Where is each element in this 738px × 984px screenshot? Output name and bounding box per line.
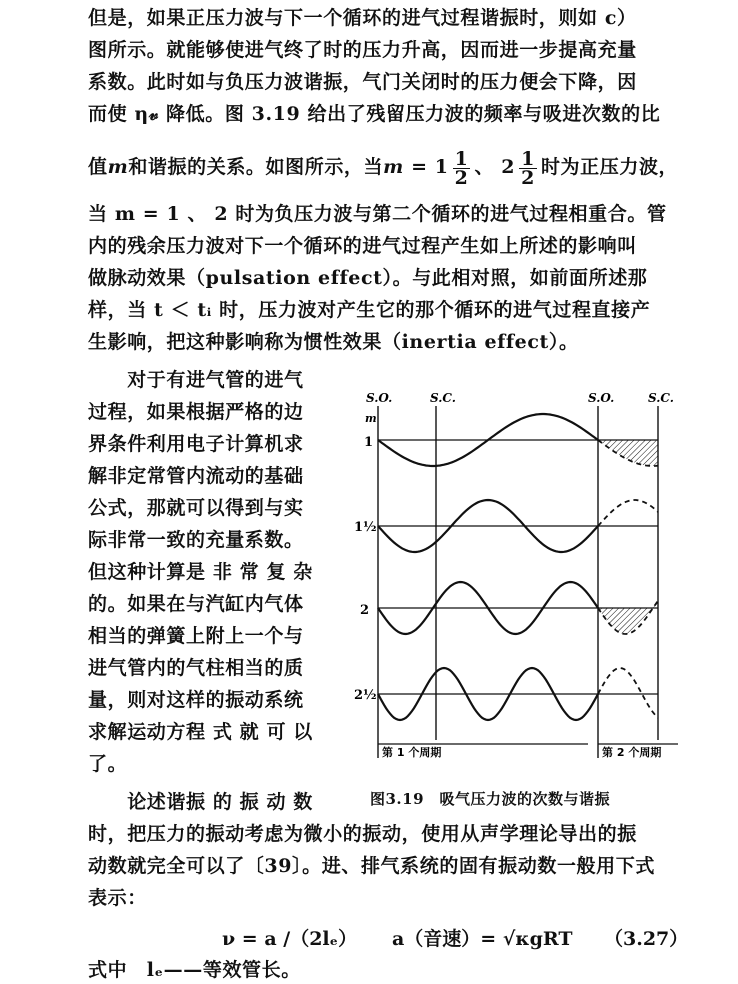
fraction-numerator: 1 — [454, 147, 469, 170]
formula-frequency: ν = a /（2lₑ） — [222, 928, 358, 950]
text-line: 内的残余压力波对下一个循环的进气过程产生如上所述的影响叫 — [88, 235, 637, 257]
formula-sound-speed: a（音速）= √κgRT — [392, 928, 573, 950]
figure-3-19 — [352, 388, 692, 808]
equation-number: （3.27） — [604, 928, 689, 950]
fraction-denominator: 2 — [521, 166, 535, 189]
label-sc: S.C. — [430, 391, 456, 405]
text-line: 做脉动效果（pulsation effect）。与此相对照，如前面所述那 — [88, 267, 648, 289]
label-sc: S.C. — [648, 391, 674, 405]
text-line: 图所示。就能够使进气终了时的压力升高，因而进一步提高充量 — [88, 39, 637, 61]
label-so: S.O. — [366, 391, 393, 405]
text-line: 际非常一致的充量系数。 — [88, 529, 304, 551]
text-line: 公式，那就可以得到与实 — [88, 497, 304, 519]
text-line: 但是，如果正压力波与下一个循环的进气过程谐振时，则如 c） — [88, 7, 637, 29]
fraction-denominator: 2 — [454, 166, 469, 189]
text-fragment: 和谐振的关系。如图所示，当 — [128, 156, 384, 178]
text-line: 进气管内的气柱相当的质 — [88, 657, 304, 679]
text-line: 相当的弹簧上附上一个与 — [88, 625, 304, 647]
text-line: 动数就完全可以了〔39〕。进、排气系统的固有振动数一般用下式 — [88, 855, 655, 877]
fraction-half — [519, 147, 537, 189]
text-fragment: 时为正压力波， — [540, 156, 679, 178]
cycle-1-label: 第 1 个周期 — [382, 746, 442, 759]
text-line: 而使 η𝓋 降低。图 3.19 给出了残留压力波的频率与吸进次数的比 — [88, 103, 661, 125]
pressure-wave-diagram — [352, 388, 692, 788]
text-fragment: 值 — [88, 156, 108, 178]
text-line: 论述谐振 的 振 动 数 — [88, 791, 313, 813]
label-so: S.O. — [588, 391, 615, 405]
row-label-m2: 2 — [360, 603, 370, 618]
text-line: 量，则对这样的振动系统 — [88, 689, 304, 711]
text-fragment: = 1 — [403, 156, 449, 178]
text-line: 界条件利用电子计算机求 — [88, 433, 304, 455]
text-fragment: 、 2 — [474, 156, 516, 178]
fraction-half — [453, 147, 471, 189]
pressure-wave-continuation — [598, 668, 658, 718]
text-line: 解非定常管内流动的基础 — [88, 465, 304, 487]
text-line: 时，把压力的振动考虑为微小的振动，使用从声学理论导出的振 — [88, 823, 637, 845]
figure-caption: 图3.19 吸气压力波的次数与谐振 — [370, 790, 611, 808]
row-label-m1-5: 1½ — [354, 520, 377, 535]
text-line: 对于有进气管的进气 — [88, 369, 304, 391]
text-line: 式中 lₑ——等效管长。 — [88, 959, 301, 981]
fraction-numerator: 1 — [521, 147, 535, 170]
text-line: 生影响，把这种影响称为惯性效果（inertia effect）。 — [88, 331, 579, 353]
text-line: 当 m = 1 、 2 时为负压力波与第二个循环的进气过程相重合。管 — [88, 203, 667, 225]
resonance-hatched-area — [598, 440, 658, 466]
pressure-wave-continuation — [598, 500, 658, 526]
text-line-with-fractions — [88, 148, 688, 187]
text-line: 表示： — [88, 887, 147, 909]
variable-m: m — [107, 156, 129, 178]
row-label-m1: 1 — [364, 435, 374, 450]
text-line: 了。 — [88, 753, 128, 775]
text-line: 样，当 t ＜ tᵢ 时，压力波对产生它的那个循环的进气过程直接产 — [88, 299, 651, 321]
variable-m: m — [383, 156, 404, 178]
text-line: 系数。此时如与负压力波谐振，气门关闭时的压力便会下降，因 — [88, 71, 637, 93]
resonance-hatched-area — [598, 601, 658, 634]
m-axis-label: m — [365, 412, 377, 425]
text-line: 但这种计算是 非 常 复 杂 — [88, 561, 313, 583]
text-line: 求解运动方程 式 就 可 以 — [88, 721, 313, 743]
text-line: 过程，如果根据严格的边 — [88, 401, 304, 423]
row-label-m2-5: 2½ — [354, 688, 377, 703]
text-line: 的。如果在与汽缸内气体 — [88, 593, 304, 615]
cycle-2-label: 第 2 个周期 — [602, 746, 662, 759]
